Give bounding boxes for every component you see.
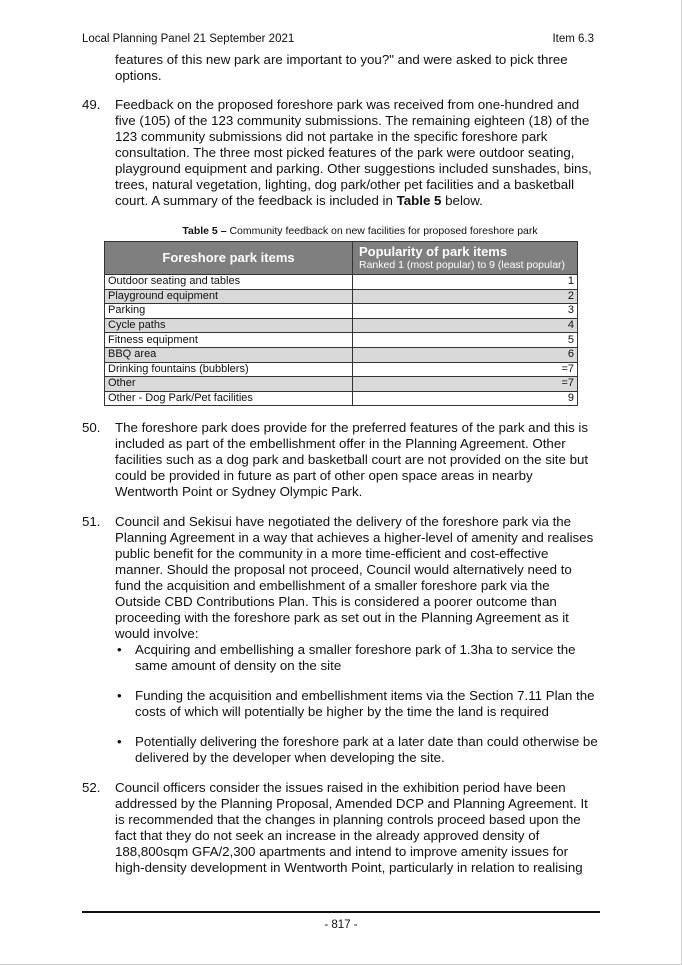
rank-cell: 2	[353, 289, 578, 304]
table-row	[105, 289, 578, 304]
header-item: Item 6.3	[552, 33, 594, 45]
col-header-items: Foreshore park items	[105, 242, 353, 275]
table-row	[105, 318, 578, 333]
paragraph-number: 50.	[82, 420, 101, 436]
list-item: • Potentially delivering the foreshore park at a later date than could otherwise be delivered by the developer when developing the site.	[115, 734, 598, 766]
bullet-list	[115, 642, 598, 766]
table-reference: Table 5	[396, 193, 442, 208]
rank-cell: 9	[353, 391, 578, 406]
paragraph-text: Feedback on the proposed foreshore park was received from one-hundred and five (105) of the 123 community submissions. The remaining eighteen (18) of the 123 community submissions did not partake in the specific foreshore park consultation. The three most picked features of the park were outdoor seating, playground equipment and parking. Other suggestions included sunshades, bins, trees, natural vegetation, lighting, dog park/other pet facilities and a basketball court. A summary of the feedback is included in	[115, 97, 592, 208]
paragraph-text: Council and Sekisui have negotiated the delivery of the foreshore park via the Planning Agreement in a way that achieves a higher-level of amenity and realises public benefit for the community in a more time-efficient and cost-effective manner. Should the proposal not proceed, Council would alternatively need to fund the acquisition and embellishment of a smaller foreshore park via the Outside CBD Contributions Plan. This is considered a poorer outcome than proceeding with the foreshore park as set out in the Planning Agreement as it would involve:	[115, 514, 594, 642]
rank-cell: 5	[353, 333, 578, 348]
caption-text: Community feedback on new facilities for proposed foreshore park	[226, 225, 538, 237]
header-meeting: Local Planning Panel 21 September 2021	[82, 33, 295, 45]
table-row	[105, 391, 578, 406]
page-number: - 817 -	[324, 919, 358, 931]
paragraph-49	[82, 97, 598, 209]
rank-cell: =7	[353, 377, 578, 392]
item-cell: Fitness equipment	[105, 333, 353, 348]
document-body	[82, 52, 598, 876]
rank-cell: 4	[353, 318, 578, 333]
col-header-title: Popularity of park items	[359, 244, 508, 259]
table-caption	[82, 223, 598, 239]
table-row	[105, 304, 578, 319]
list-item: • Funding the acquisition and embellishment items via the Section 7.11 Plan the costs of which will potentially be higher by the time the land is required	[115, 688, 598, 720]
list-item: • Acquiring and embellishing a smaller foreshore park of 1.3ha to service the same amount of density on the site	[115, 642, 598, 674]
paragraph-text: The foreshore park does provide for the preferred features of the park and this is included as part of the embellishment offer in the Planning Agreement. Other facilities such as a dog park and basketball court are not provided on the site but could be provided in future as part of other open space areas in nearby Wentworth Point or Sydney Olympic Park.	[115, 420, 589, 500]
feedback-table	[104, 241, 578, 406]
rank-cell: =7	[353, 362, 578, 377]
item-cell: Parking	[105, 304, 353, 319]
page-header	[82, 33, 594, 45]
item-cell: BBQ area	[105, 347, 353, 362]
paragraph-number: 51.	[82, 514, 101, 530]
item-cell: Outdoor seating and tables	[105, 275, 353, 290]
item-cell: Other - Dog Park/Pet facilities	[105, 391, 353, 406]
rank-cell: 1	[353, 275, 578, 290]
paragraph-number: 49.	[82, 97, 101, 112]
table-body	[105, 275, 578, 406]
footer-divider	[82, 911, 600, 913]
rank-cell: 3	[353, 304, 578, 319]
paragraph-52	[82, 780, 598, 876]
caption-label: Table 5 –	[182, 225, 227, 237]
item-cell: Drinking fountains (bubblers)	[105, 362, 353, 377]
rank-cell: 6	[353, 347, 578, 362]
item-cell: Playground equipment	[105, 289, 353, 304]
intro-paragraph: features of this new park are important to you?" and were asked to pick three options.	[115, 52, 568, 83]
table-row	[105, 347, 578, 362]
col-header-subtitle: Ranked 1 (most popular) to 9 (least popular)	[359, 259, 566, 271]
paragraph-number: 52.	[82, 780, 101, 796]
table-row	[105, 275, 578, 290]
item-cell: Other	[105, 377, 353, 392]
paragraph-51	[82, 514, 598, 642]
table-header-row	[105, 242, 578, 275]
col-header-popularity	[353, 242, 578, 275]
item-cell: Cycle paths	[105, 318, 353, 333]
table-row	[105, 362, 578, 377]
paragraph-50	[82, 420, 598, 500]
paragraph-tail: below.	[441, 193, 483, 208]
table-row	[105, 333, 578, 348]
table-row	[105, 377, 578, 392]
paragraph-text: Council officers consider the issues raised in the exhibition period have been addressed by the Planning Proposal, Amended DCP and Planning Agreement. It is recommended that the changes in planning controls proceed based upon the fact that they do not seek an increase in the already approved density of 188,800sqm GFA/2,300 apartments and intend to improve amenity issues for high-density development in Wentworth Point, particularly in relation to realising	[115, 780, 588, 876]
